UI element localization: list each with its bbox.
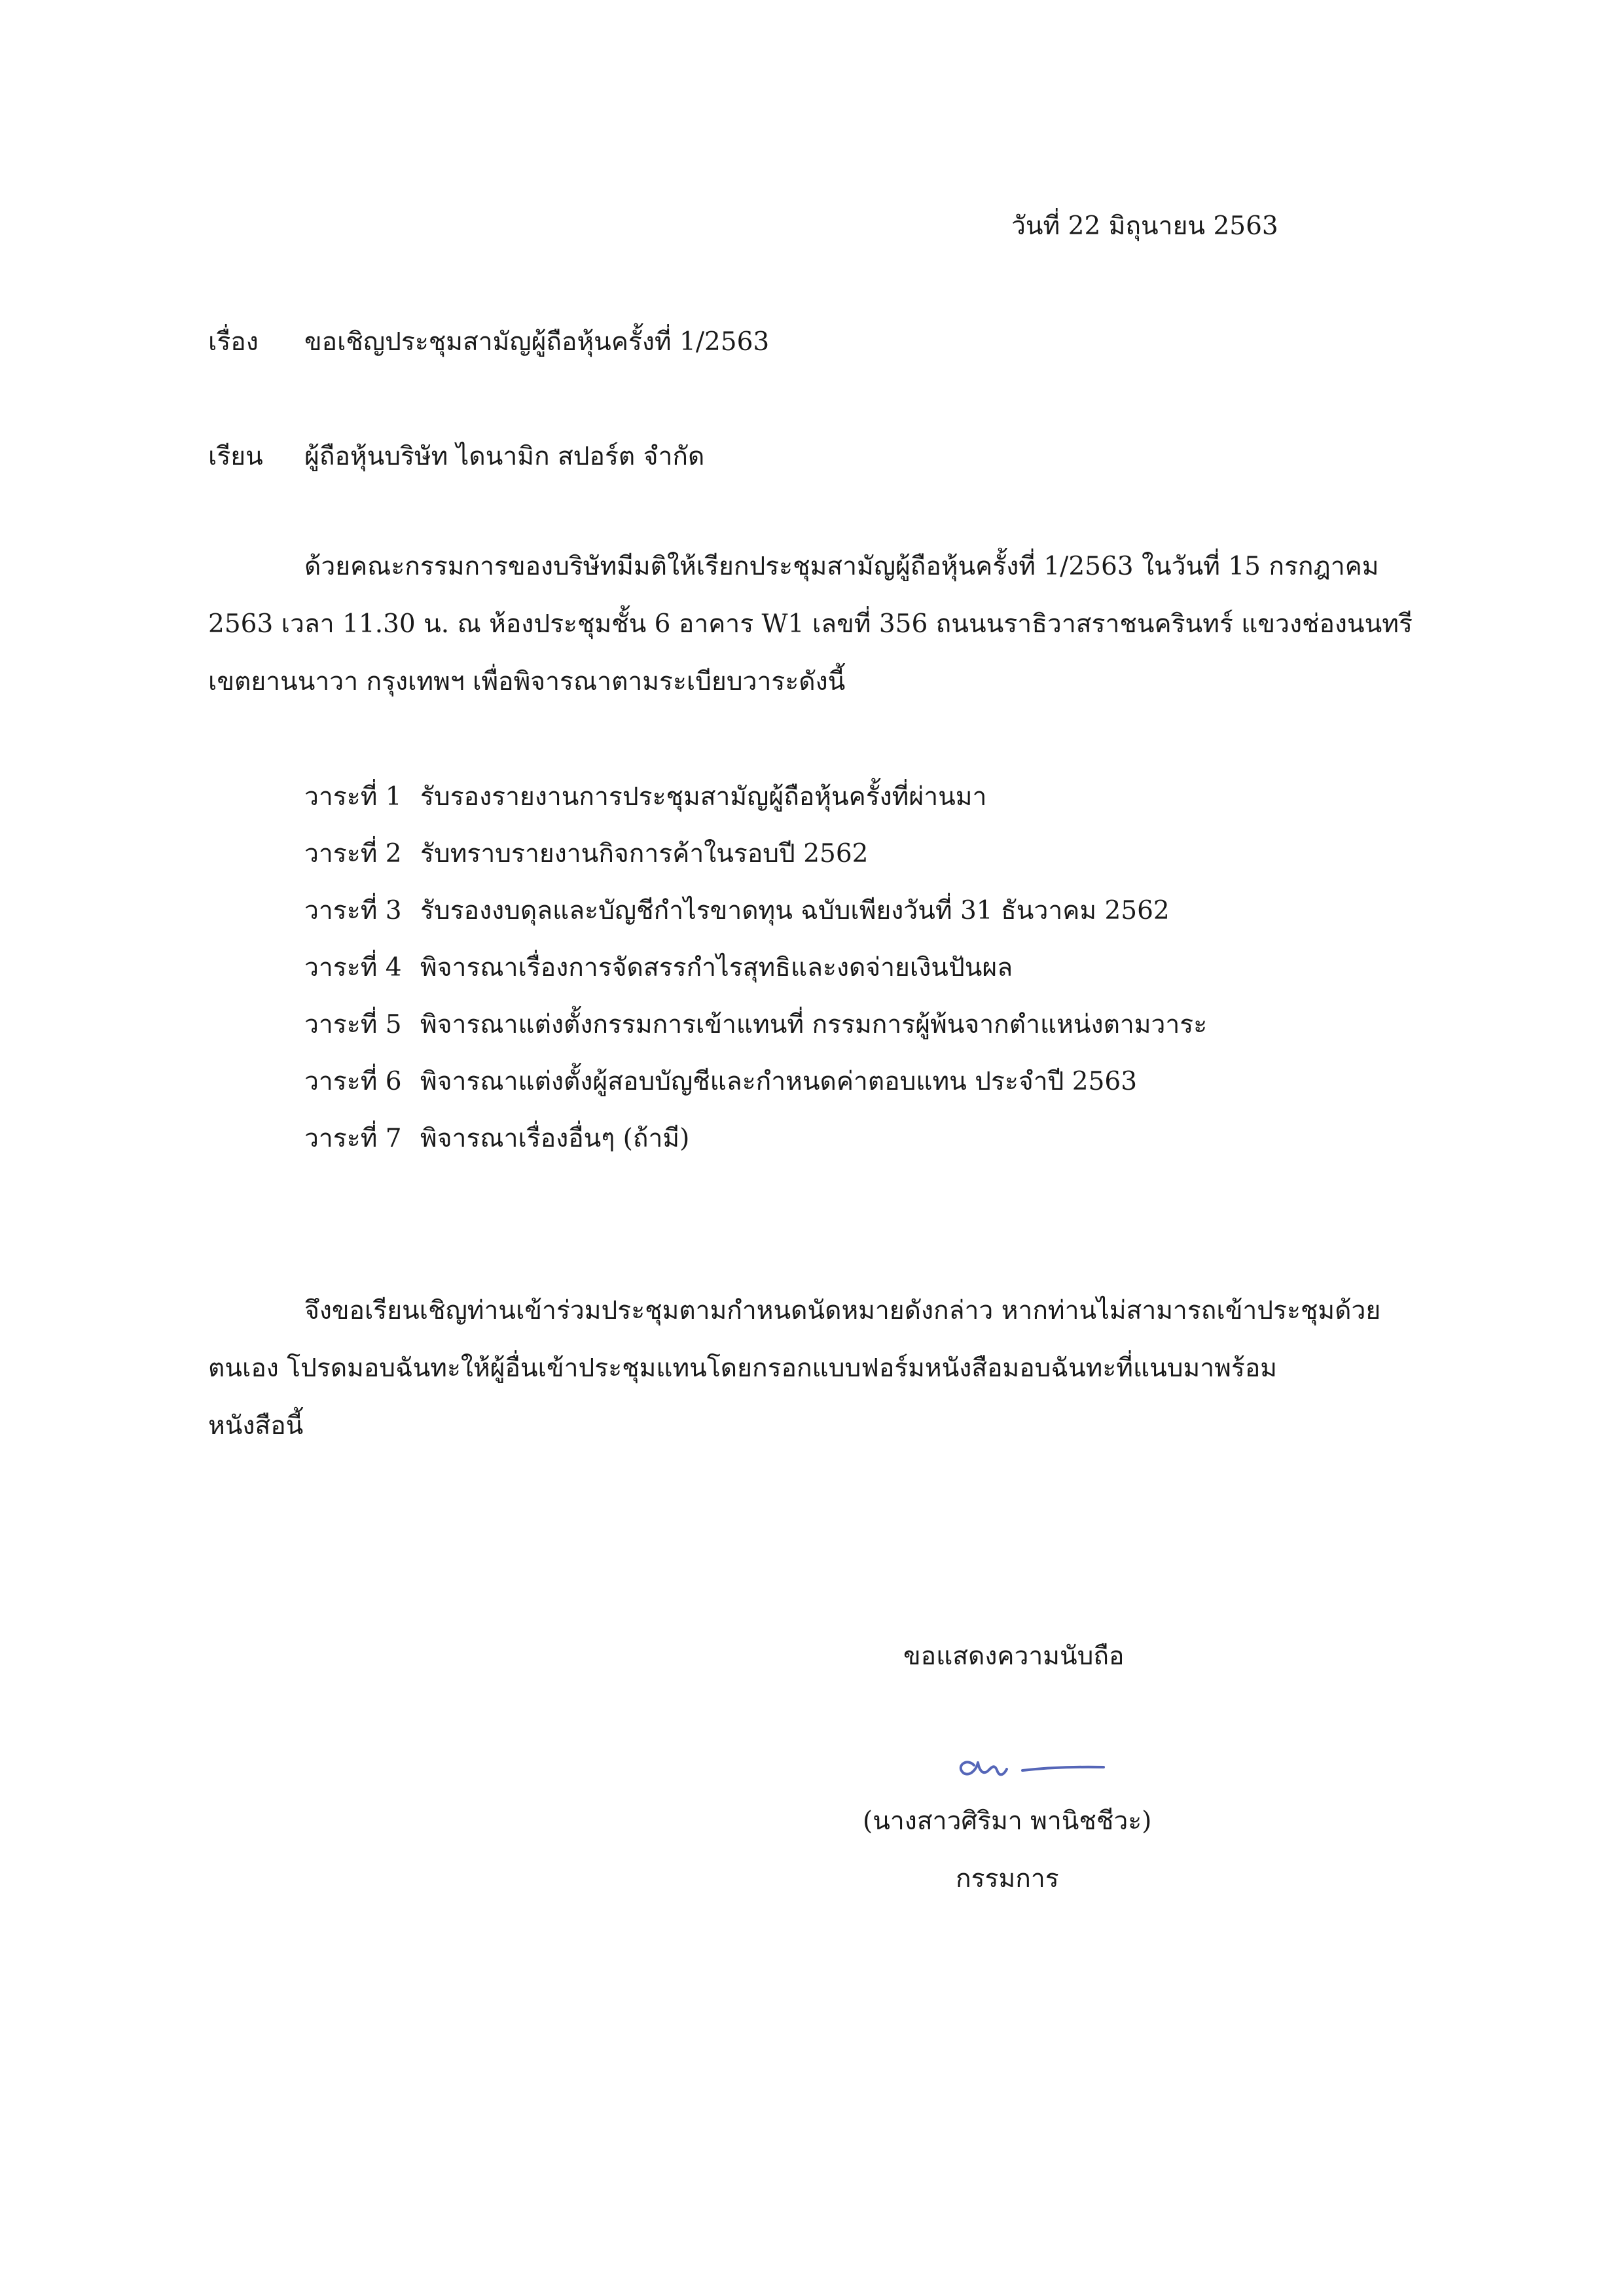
invitation-line: จึงขอเรียนเชิญท่านเข้าร่วมประชุมตามกำหนดนัดหมายดังกล่าว หากท่านไม่สามารถเข้าประชุมด้วย [304,1296,1381,1325]
agenda-text: พิจารณาเรื่องการจัดสรรกำไรสุทธิและงดจ่ายเงินปันผล [420,953,1013,982]
intro-line: ด้วยคณะกรรมการของบริษัทมีมติให้เรียกประชุมสามัญผู้ถือหุ้นครั้งที่ 1/2563 ในวันที่ 15 กรกฎาคม [304,552,1379,581]
agenda-item [304,1010,1207,1041]
recipient-text: ผู้ถือหุ้นบริษัท ไดนามิก สปอร์ต จำกัด [304,442,705,471]
agenda-item [304,1067,1137,1098]
subject-text: ขอเชิญประชุมสามัญผู้ถือหุ้นครั้งที่ 1/2563 [304,327,770,357]
intro-line: เขตยานนาวา กรุงเทพฯ เพื่อพิจารณาตามระเบียบวาระดังนี้ [208,667,846,696]
agenda-number: วาระที่ 1 [304,782,402,812]
agenda-number: วาระที่ 2 [304,839,402,869]
invitation-line: ตนเอง โปรดมอบฉันทะให้ผู้อื่นเข้าประชุมแทนโดยกรอกแบบฟอร์มหนังสือมอบฉันทะที่แนบมาพร้อม [208,1354,1277,1383]
closing-phrase: ขอแสดงความนับถือ [903,1641,1125,1671]
agenda-item [304,782,986,813]
signer-position: กรรมการ [956,1864,1059,1893]
letter-date: วันที่ 22 มิถุนายน 2563 [1011,211,1278,241]
agenda-item [304,839,868,870]
agenda-text: พิจารณาแต่งตั้งผู้สอบบัญชีและกำหนดค่าตอบแทน ประจำปี 2563 [420,1067,1138,1096]
agenda-text: พิจารณาเรื่องอื่นๆ (ถ้ามี) [420,1124,690,1153]
signature-icon [954,1738,1111,1790]
agenda-number: วาระที่ 4 [304,953,402,982]
agenda-text: รับรองรายงานการประชุมสามัญผู้ถือหุ้นครั้งที่ผ่านมา [420,782,987,812]
agenda-text: พิจารณาแต่งตั้งกรรมการเข้าแทนที่ กรรมการผู้พ้นจากตำแหน่งตามวาระ [420,1010,1208,1039]
agenda-number: วาระที่ 5 [304,1010,402,1039]
signer-name: (นางสาวศิริมา พานิชชีวะ) [863,1806,1152,1836]
agenda-text: รับรองงบดุลและบัญชีกำไรขาดทุน ฉบับเพียงวันที่ 31 ธันวาคม 2562 [420,896,1170,925]
agenda-item [304,896,1170,927]
recipient-label: เรียน [208,442,263,471]
agenda-text: รับทราบรายงานกิจการค้าในรอบปี 2562 [420,839,869,869]
invitation-line: หนังสือนี้ [208,1411,304,1441]
agenda-item [304,1124,689,1155]
agenda-item [304,953,1013,984]
subject-label: เรื่อง [208,327,259,357]
intro-line: 2563 เวลา 11.30 น. ณ ห้องประชุมชั้น 6 อาคาร W1 เลขที่ 356 ถนนนราธิวาสราชนครินทร์ แขวงช่องนนทรี [208,609,1413,639]
agenda-number: วาระที่ 6 [304,1067,402,1096]
agenda-number: วาระที่ 7 [304,1124,402,1153]
agenda-number: วาระที่ 3 [304,896,402,925]
